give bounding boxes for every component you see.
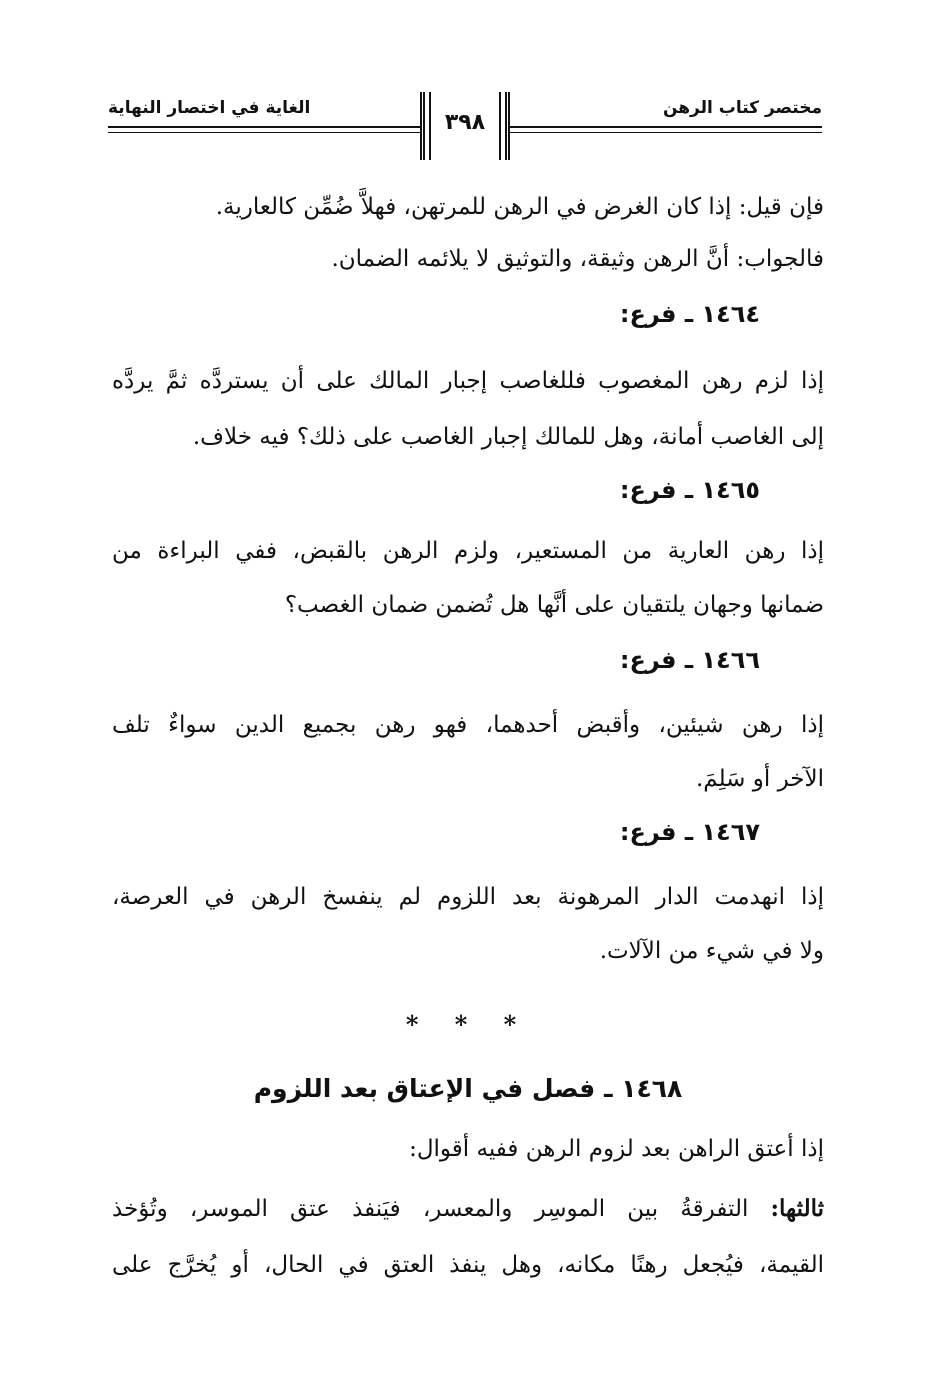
far-heading: ١٤٦٥ ـ فرع: bbox=[619, 476, 760, 504]
header-rule-right-top bbox=[506, 126, 822, 128]
header-rule-right-bottom bbox=[506, 132, 822, 133]
page-number: ٣٩٨ bbox=[444, 110, 486, 135]
text-line: فالجواب: أنَّ الرهن وثيقة، والتوثيق لا يلائمه الضمان. bbox=[331, 246, 824, 272]
text-span: التفرقةُ بين الموسِر والمعسر، فيَنفذ عتق الموسر، وتُؤخذ bbox=[112, 1196, 771, 1222]
section-title: ١٤٦٨ ـ فصل في الإعتاق بعد اللزوم bbox=[253, 1074, 683, 1103]
text-line: إذا رهن العارية من المستعير، ولزم الرهن بالقبض، ففي البراءة من bbox=[112, 538, 824, 564]
header-rule-left-top bbox=[108, 126, 424, 128]
text-line: إذا أعتق الراهن بعد لزوم الرهن ففيه أقوال: bbox=[409, 1136, 824, 1162]
page-number-frame bbox=[420, 92, 510, 160]
text-line bbox=[112, 1194, 824, 1224]
far-heading: ١٤٦٦ ـ فرع: bbox=[619, 646, 760, 674]
text-line: فإن قيل: إذا كان الغرض في الرهن للمرتهن، فهلاَّ ضُمِّن كالعارية. bbox=[215, 194, 824, 220]
header-rule-left-bottom bbox=[108, 132, 424, 133]
section-separator: * * * bbox=[405, 1010, 531, 1039]
far-heading: ١٤٦٧ ـ فرع: bbox=[619, 818, 760, 846]
text-line: ولا في شيء من الآلات. bbox=[599, 938, 824, 964]
running-head-right: مختصر كتاب الرهن bbox=[662, 98, 822, 118]
text-line: ضمانها وجهان يلتقيان على أنَّها هل تُضمن ضمان الغصب؟ bbox=[284, 592, 824, 618]
running-head-left: الغاية في اختصار النهاية bbox=[108, 98, 311, 118]
text-line: إذا رهن شيئين، وأقبض أحدهما، فهو رهن بجميع الدين سواءٌ تلف bbox=[112, 712, 824, 738]
text-line: القيمة، فيُجعل رهنًا مكانه، وهل ينفذ العتق في الحال، أو يُخرَّج على bbox=[112, 1252, 824, 1278]
text-line: إذا لزم رهن المغصوب فللغاصب إجبار المالك على أن يستردَّه ثمَّ يردَّه bbox=[112, 368, 824, 394]
text-line: الآخر أو سَلِمَ. bbox=[695, 766, 824, 792]
text-line: إلى الغاصب أمانة، وهل للمالك إجبار الغاصب على ذلك؟ فيه خلاف. bbox=[192, 424, 824, 450]
lead-word: ثالثها: bbox=[770, 1195, 824, 1222]
text-line: إذا انهدمت الدار المرهونة بعد اللزوم لم ينفسخ الرهن في العرصة، bbox=[112, 884, 824, 910]
page-header bbox=[108, 86, 822, 166]
far-heading: ١٤٦٤ ـ فرع: bbox=[619, 300, 760, 328]
